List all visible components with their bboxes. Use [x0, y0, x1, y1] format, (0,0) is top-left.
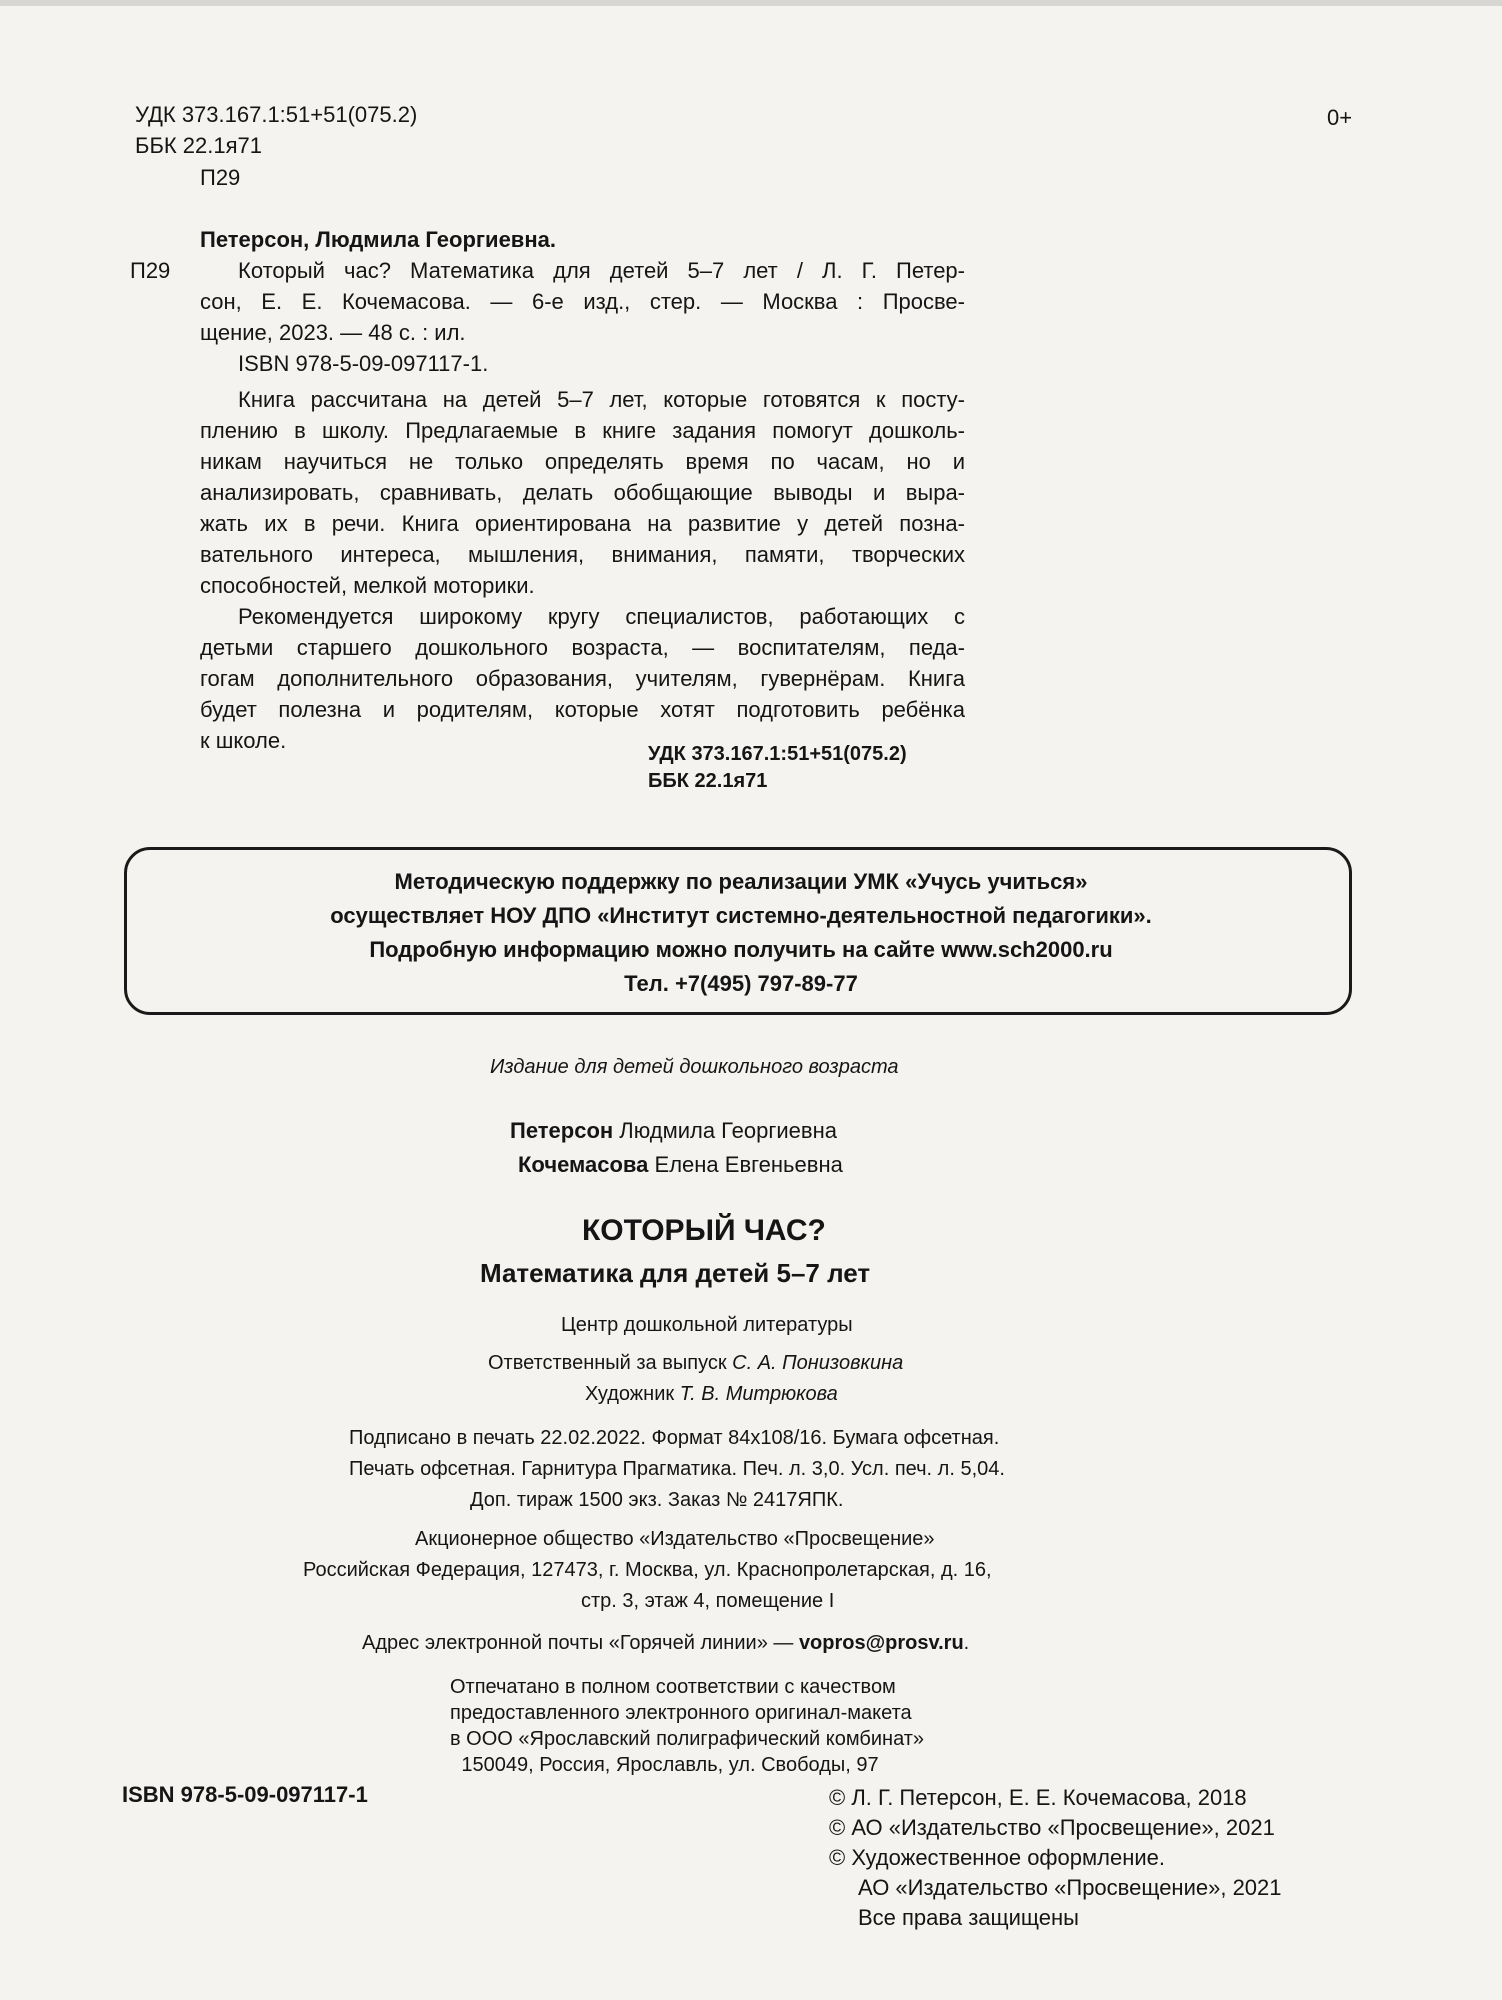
printed-by-line: в ООО «Ярославский полиграфический комбинат» [450, 1728, 925, 1750]
author-1-name: Людмила Георгиевна [619, 1118, 837, 1143]
book-title: КОТОРЫЙ ЧАС? [582, 1214, 826, 1247]
annotation-line: Книга рассчитана на детей 5–7 лет, которые готовятся к посту- [238, 387, 965, 412]
annotation-line: гогам дополнительного образования, учителям, гувернёрам. Книга [200, 666, 965, 691]
notice-line: осуществляет НОУ ДПО «Институт системно-деятельностной педагогики». [330, 903, 1152, 928]
artist [585, 1381, 838, 1407]
print-info-line: Печать офсетная. Гарнитура Прагматика. Печ. л. 3,0. Усл. печ. л. 5,04. [349, 1458, 1005, 1480]
copyright-line: © Л. Г. Петерсон, Е. Е. Кочемасова, 2018 [829, 1785, 1247, 1810]
annotation-line: будет полезна и родителям, которые хотят подготовить ребёнка [200, 697, 965, 722]
catalog-margin-code: П29 [130, 258, 171, 283]
catalog-udk-right: УДК 373.167.1:51+51(075.2) [648, 743, 907, 765]
hotline [362, 1630, 969, 1656]
catalog-bbk-right: ББК 22.1я71 [648, 770, 768, 792]
author-2 [518, 1150, 843, 1180]
notice-line: Тел. +7(495) 797-89-77 [624, 971, 858, 996]
author-1-surname: Петерсон [510, 1118, 614, 1143]
publisher-line: Российская Федерация, 127473, г. Москва, ул. Краснопролетарская, д. 16, [303, 1559, 992, 1581]
udk-code: УДК 373.167.1:51+51(075.2) [135, 102, 418, 127]
printed-by-line: Отпечатано в полном соответствии с качеством [450, 1676, 896, 1698]
catalog-entry-line: Который час? Математика для детей 5–7 лет / Л. Г. Петер- [238, 258, 965, 283]
printed-by-line: предоставленного электронного оригинал-макета [450, 1702, 912, 1724]
artist-name: Т. В. Митрюкова [679, 1383, 838, 1405]
catalog-entry-line: сон, Е. Е. Кочемасова. — 6-е изд., стер. — Москва : Просве- [200, 289, 965, 314]
methodical-support-box [124, 847, 1352, 1015]
copyright-line: АО «Издательство «Просвещение», 2021 [858, 1875, 1282, 1900]
author-2-name: Елена Евгеньевна [654, 1152, 843, 1177]
bbk-code: ББК 22.1я71 [135, 133, 263, 158]
author-mark: П29 [200, 165, 241, 190]
hotline-end: . [963, 1632, 970, 1654]
copyright-line: Все права защищены [858, 1905, 1079, 1930]
hotline-label: Адрес электронной почты «Горячей линии» — [362, 1632, 799, 1654]
publisher-line: стр. 3, этаж 4, помещение I [581, 1590, 835, 1612]
publishing-center: Центр дошкольной литературы [561, 1314, 853, 1336]
annotation-line: детьми старшего дошкольного возраста, — воспитателям, педа- [200, 635, 965, 660]
responsible-label: Ответственный за выпуск [488, 1352, 733, 1374]
artist-label: Художник [585, 1383, 680, 1405]
publisher-line: Акционерное общество «Издательство «Просвещение» [415, 1528, 935, 1550]
annotation-line: анализировать, сравнивать, делать обобщающие выводы и выра- [200, 480, 965, 505]
book-subtitle: Математика для детей 5–7 лет [480, 1258, 871, 1288]
annotation-line: к школе. [200, 728, 287, 753]
annotation-line: жать их в речи. Книга ориентирована на развитие у детей позна- [200, 511, 965, 536]
page-edge [0, 0, 1502, 6]
notice-line: Методическую поддержку по реализации УМК «Учусь учиться» [394, 869, 1088, 894]
catalog-isbn: ISBN 978-5-09-097117-1. [238, 351, 489, 376]
edition-type: Издание для детей дошкольного возраста [490, 1056, 899, 1078]
print-info-line: Доп. тираж 1500 экз. Заказ № 2417ЯПК. [470, 1489, 844, 1511]
footer-isbn: ISBN 978-5-09-097117-1 [122, 1782, 368, 1807]
printed-by-line: 150049, Россия, Ярославль, ул. Свободы, 97 [461, 1754, 879, 1776]
annotation-line: плению в школу. Предлагаемые в книге задания помогут дошколь- [200, 418, 965, 443]
author-2-surname: Кочемасова [518, 1152, 649, 1177]
catalog-author-heading: Петерсон, Людмила Георгиевна. [200, 227, 556, 252]
hotline-email[interactable]: vopros@prosv.ru [798, 1632, 964, 1654]
annotation-line: вательного интереса, мышления, внимания, памяти, творческих [200, 542, 965, 567]
responsible-name: С. А. Понизовкина [732, 1352, 904, 1374]
responsible-editor [488, 1350, 903, 1376]
author-1 [510, 1116, 837, 1146]
copyright-line: © Художественное оформление. [829, 1845, 1165, 1870]
copyright-line: © АО «Издательство «Просвещение», 2021 [829, 1815, 1275, 1840]
age-rating: 0+ [1327, 105, 1353, 130]
catalog-entry-line: щение, 2023. — 48 с. : ил. [200, 320, 466, 345]
annotation-line: способностей, мелкой моторики. [200, 573, 535, 598]
annotation-line: Рекомендуется широкому кругу специалистов, работающих с [238, 604, 965, 629]
notice-line: Подробную информацию можно получить на сайте www.sch2000.ru [369, 937, 1113, 962]
print-info-line: Подписано в печать 22.02.2022. Формат 84x108/16. Бумага офсетная. [349, 1427, 1000, 1449]
annotation-line: никам научиться не только определять время по часам, но и [200, 449, 965, 474]
